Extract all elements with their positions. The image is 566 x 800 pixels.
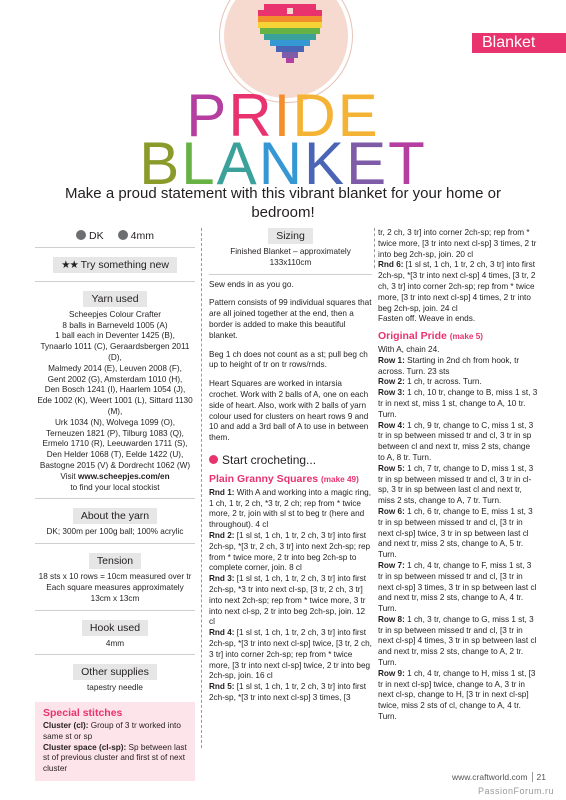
step-label: Row 7:: [378, 560, 405, 570]
tension-line: Each square measures approximately: [46, 582, 184, 592]
tension-text: [35, 572, 195, 604]
step-label: Row 5:: [378, 463, 405, 473]
step-label: Row 8:: [378, 614, 405, 624]
step-text: Starting in 2nd ch from hook, tr across. Turn. 23 sts: [378, 355, 520, 376]
row-instruction: [378, 356, 538, 378]
hook-used-heading: Hook used: [82, 620, 148, 636]
intro-paragraph: Beg 1 ch does not count as a st; pull beg ch up to height of tr on tr rows/rnds.: [209, 349, 368, 370]
granny-rounds: [209, 488, 372, 704]
step-text: 1 ch, tr across. Turn.: [404, 377, 482, 387]
title-letter: T: [388, 130, 427, 197]
stitch-definition: Sp between last st of previous cluster and first st of next cluster: [43, 742, 187, 774]
row-instruction: [378, 388, 538, 420]
step-text: 1 ch, 10 tr, change to B, miss 1 st, 3 tr in next st, miss 1 st, change to A, 10 tr. Turn.: [378, 388, 538, 419]
start-crocheting-heading: [209, 452, 372, 468]
bullet-icon: [209, 455, 218, 464]
step-text: With A and working into a magic ring, 1 ch, 1 tr, 2 ch, *3 tr, 2 ch; rep from * twice more, 2 tr, join with sl st to beg tr (here and throughout). 4 cl: [209, 487, 372, 530]
yarn-line: Urk 1034 (N), Wolvega 1099 (O),: [55, 417, 175, 427]
visit-prefix: Visit: [60, 471, 78, 481]
divider: [35, 543, 195, 544]
hook-used-text: 4mm: [105, 638, 125, 648]
round-6: [378, 260, 538, 314]
special-stitch-cluster-space: [43, 743, 189, 775]
stitch-term: Cluster space (cl-sp):: [43, 742, 127, 752]
yarn-line: Den Helder 1068 (T), Eelde 1422 (U),: [46, 450, 184, 460]
other-supplies-heading: Other supplies: [73, 664, 157, 680]
step-text: [1 sl st, 1 ch, 1 tr, 2 ch, 3 tr] into first 2ch-sp, *[3 tr into next cl-sp] 3 times, [3: [209, 682, 366, 702]
round-label: Rnd 6:: [378, 260, 404, 270]
yarn-line: Gent 2002 (G), Amsterdam 1010 (H),: [47, 374, 183, 384]
instructions-column: [209, 228, 372, 704]
granny-squares-heading: [209, 474, 372, 486]
yarn-line: Ede 1002 (K), Weert 1001 (L), Sittard 1130 (M),: [37, 396, 193, 416]
title-letter: E: [346, 130, 389, 197]
intro-paragraph: Pattern consists of 99 individual squares that are all joined together at the end, then a border is added to make this beautiful blanket.: [209, 298, 372, 340]
yarn-used-list: [35, 310, 195, 472]
title-letter: R: [228, 82, 274, 149]
step-label: Rnd 2:: [209, 530, 235, 540]
step-label: Rnd 4:: [209, 628, 235, 638]
step-label: Row 9:: [378, 668, 405, 678]
title-letter: B: [139, 130, 182, 197]
skill-level: [53, 257, 177, 273]
stitch-definition: Group of 3 tr worked into same st or sp: [43, 720, 181, 741]
row-instruction: [378, 464, 538, 507]
pride-title: Original Pride: [378, 330, 447, 343]
divider: [209, 274, 372, 275]
row-instruction: [378, 507, 538, 561]
yarn-ball-icon: [76, 230, 86, 240]
yarn-line: Den Bosch 1241 (I), Haarlem 1054 (J),: [44, 385, 186, 395]
step-text: [1 sl st, 1 ch, 1 tr, 2 ch, 3 tr] into first 2ch-sp, *3 tr into next cl-sp, [3 tr, 2 ch, 3 tr] into next 2ch-sp; rep from * twice more, 3 tr into next cl-sp, 2 tr into beg 2ch-sp, join. 12 cl: [209, 574, 366, 627]
other-supplies-text: tapestry needle: [87, 683, 143, 693]
instructions-column-2: [378, 228, 538, 723]
subtitle: Make a proud statement with this vibrant blanket for your home or bedroom!: [64, 185, 502, 221]
yarn-line: Tynaarlo 1011 (C), Geraardsbergen 2011 (D),: [40, 342, 190, 362]
title-letter: D: [292, 82, 338, 149]
step-text: 1 ch, 3 tr, change to G, miss 1 st, 3 tr in sp between missed tr and cl, [3 tr in next cl-sp] 4 times, 3 tr in sp between last cl and next tr, miss 2 sts, change to A, 2 tr. Turn.: [378, 614, 537, 668]
original-pride-heading: [378, 331, 538, 343]
round-instruction: [209, 682, 372, 704]
round-instruction: [209, 574, 372, 628]
sizing-heading: Sizing: [268, 228, 313, 244]
step-label: Row 1:: [378, 355, 405, 365]
about-yarn-heading: About the yarn: [73, 508, 157, 524]
title-letter: E: [337, 82, 380, 149]
tension-line: 13cm x 13cm: [90, 593, 140, 603]
start-crocheting-text: Start crocheting...: [222, 452, 317, 467]
row-instruction: [378, 421, 538, 464]
special-stitch-cluster: [43, 721, 189, 743]
column-divider: [201, 228, 202, 748]
sizing-text: [209, 247, 372, 269]
intro-paragraph: Heart Squares are worked in intarsia crochet. Work with 2 balls of A, one on each side of heart. Also, work with 2 balls of yarn colour used for clusters on heart rows 9 and 10 and add a 3rd ball of A to use in between them.: [209, 379, 369, 443]
page-footer: [452, 772, 546, 782]
step-label: Row 6:: [378, 506, 405, 516]
yarn-line: 1 ball each in Deventer 1425 (B),: [55, 331, 175, 341]
step-text: 1 ch, 9 tr, change to C, miss 1 st, 3 tr in sp between missed tr and cl, 3 tr in sp between cl and next tr, miss 2 sts, change to A, 8 tr. Turn.: [378, 420, 534, 462]
divider: [35, 247, 195, 248]
granny-quantity: (make 49): [321, 474, 359, 484]
step-label: Rnd 1:: [209, 487, 235, 497]
round-instruction: [209, 531, 372, 574]
tension-heading: Tension: [89, 553, 141, 569]
pride-intro: With A, chain 24.: [378, 344, 440, 354]
hook-icon: [118, 230, 128, 240]
stitch-term: Cluster (cl):: [43, 720, 89, 730]
hook-size-label: 4mm: [130, 230, 154, 242]
skill-stars: ★★: [61, 258, 78, 271]
column-divider: [374, 228, 375, 268]
yarn-info: [35, 230, 195, 242]
divider: [35, 498, 195, 499]
materials-column: [35, 228, 195, 781]
yarn-line: Bastogne 2015 (V) & Dordrecht 1062 (W): [39, 460, 191, 470]
sizing-line: 133x110cm: [269, 257, 312, 267]
visit-suffix: to find your local stockist: [70, 482, 160, 492]
row-instruction: [378, 669, 538, 723]
watermark: PassionForum.ru: [477, 786, 554, 796]
special-stitches-heading: Special stitches: [43, 707, 123, 720]
footer-site: www.craftworld.com: [451, 772, 528, 782]
yarn-line: 8 balls in Barneveld 1005 (A): [62, 320, 168, 330]
step-label: Row 2:: [378, 377, 405, 387]
divider: [35, 281, 195, 282]
fasten-off-note: Fasten off. Weave in ends.: [378, 314, 476, 324]
step-text: 1 ch, 7 tr, change to D, miss 1 st, 3 tr in sp between missed tr and cl, 3 tr in cl-sp, 3 tr in sp between last cl and next tr, miss 2 sts, change to A, 7 tr. Turn.: [378, 463, 534, 506]
title-letter: I: [273, 82, 293, 149]
yarn-line: Terneuzen 1821 (P), Tilburg 1083 (Q),: [46, 428, 184, 438]
special-stitches-box: [35, 702, 195, 781]
pride-rows: [378, 356, 538, 723]
yarn-line: Malmedy 2014 (E), Leuven 2008 (F),: [48, 363, 182, 373]
title-letter: K: [304, 130, 347, 197]
step-text: 1 ch, 6 tr, change to E, miss 1 st, 3 tr in sp between missed tr and cl, [3 tr in next cl-sp] twice, 3 tr in sp between last cl and next tr, miss 2 sts, change to A, 5 tr. Turn.: [378, 506, 533, 560]
row-instruction: [378, 561, 538, 615]
visit-line: [35, 472, 195, 483]
intro-notes: [209, 280, 372, 444]
step-label: Row 4:: [378, 420, 405, 430]
step-text: [1 sl st, 1 ch, 1 tr, 2 ch, 3 tr] into first 2ch-sp, *[3 tr into next cl-sp] twice, [3 tr, 2 ch, 3 tr] into corner 2ch-sp; rep from * twice more, [3 tr into next cl-sp] twice, 2 tr into beg 2ch-sp, join. 16 cl: [209, 628, 372, 681]
divider: [35, 610, 195, 611]
granny-title: Plain Granny Squares: [209, 472, 319, 485]
step-text: 1 ch, 4 tr, change to F, miss 1 st, 3 tr in sp between missed tr and cl, [3 tr in next cl-sp] 3 times, 3 tr in sp between last cl and next tr, miss 2 sts, change to A, 4 tr. Turn.: [378, 560, 537, 614]
step-text: [1 sl st, 1 ch, 1 tr, 2 ch, 3 tr] into first 2ch-sp, *[3 tr, 2 ch, 3 tr] into next 2ch-sp; rep from * twice more, 2 tr into beg 2ch-sp to complete corner, join. 8 cl: [209, 530, 371, 573]
yarn-line: Ermelo 1710 (R), Leeuwarden 1711 (S),: [42, 439, 188, 449]
stockist-link[interactable]: www.scheepjes.com/en: [77, 471, 170, 481]
sizing-line: Finished Blanket – approximately: [230, 247, 351, 256]
round-instruction: [209, 628, 372, 682]
step-label: Row 3:: [378, 388, 405, 398]
weight-label: DK: [89, 230, 104, 242]
title-letter: P: [186, 82, 229, 149]
pride-quantity: (make 5): [449, 332, 484, 342]
hook-size-item: [118, 230, 154, 242]
title-letter: A: [216, 130, 259, 197]
row-instruction: [378, 377, 538, 388]
tension-line: 18 sts x 10 rows = 10cm measured over tr: [38, 572, 192, 582]
yarn-line: Scheepjes Colour Crafter: [69, 309, 161, 319]
weight-item: [76, 230, 104, 242]
row-instruction: [378, 615, 538, 669]
title-letter: L: [181, 130, 217, 197]
yarn-used-heading: Yarn used: [83, 291, 146, 307]
skill-text: Try something new: [80, 258, 169, 271]
step-text: 1 ch, 4 tr, change to H, miss 1 st, [3 tr in next cl-sp] twice, change to A, 3 tr in next cl-sp, change to H, [3 tr in next cl-sp] twice, miss 2 sts of cl, change to A, 4 tr. Turn.: [378, 668, 536, 722]
round-instruction: [209, 488, 372, 531]
step-label: Rnd 5:: [209, 682, 235, 692]
page-number: 21: [532, 772, 546, 782]
about-yarn-text: DK; 300m per 100g ball; 100% acrylic: [46, 527, 184, 537]
section-tag: Blanket: [472, 33, 566, 53]
intro-paragraph: Sew ends in as you go.: [209, 279, 294, 289]
rnd5-continuation: tr, 2 ch, 3 tr] into corner 2ch-sp; rep from * twice more, [3 tr into next cl-sp] 3 times, 2 tr into beg 2ch-sp, join. 20 cl: [378, 228, 537, 259]
divider: [35, 654, 195, 655]
round-text: [1 sl st, 1 ch, 1 tr, 2 ch, 3 tr] into first 2ch-sp, *[3 tr into next cl-sp] 4 times, [3 tr, 2 ch, 3 tr] into corner 2ch-sp; rep from * twice more, [3 tr into next cl-sp] 4 times, 2 tr into beg 2ch-sp, join. 24 cl: [378, 260, 536, 313]
step-label: Rnd 3:: [209, 574, 235, 584]
title-letter: N: [258, 130, 305, 197]
